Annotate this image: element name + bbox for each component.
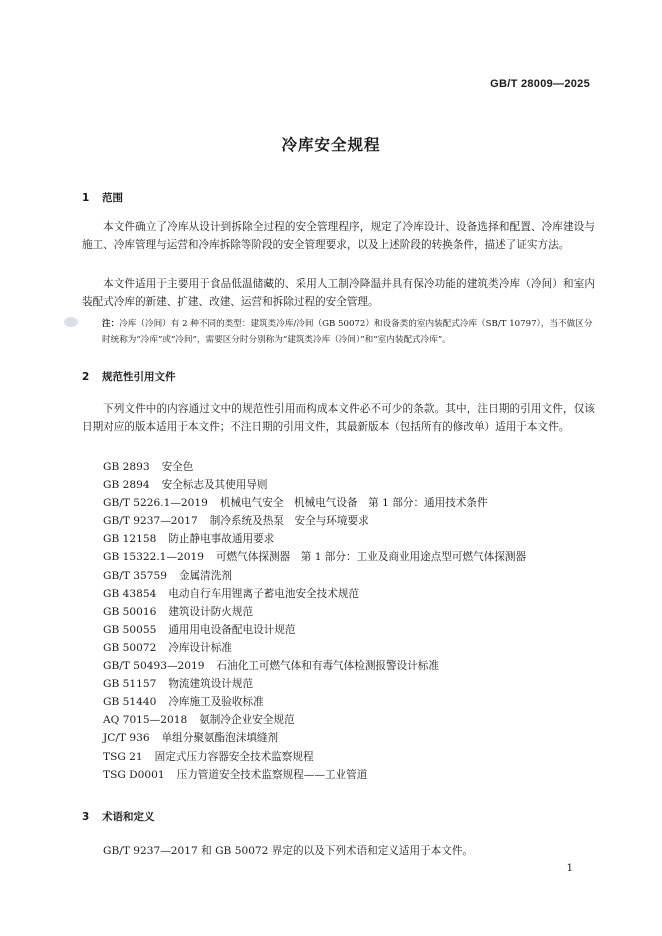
reference-code: GB/T 35759 — [103, 569, 167, 582]
standard-code: GB/T 28009—2025 — [490, 78, 590, 90]
reference-code: GB 51157 — [103, 678, 157, 691]
reference-item — [103, 548, 526, 566]
reference-item — [103, 748, 526, 766]
reference-title: 冷库设计标准 — [168, 641, 232, 654]
section-title: 术语和定义 — [102, 811, 155, 823]
reference-code: GB 2894 — [103, 479, 150, 492]
reference-item — [103, 603, 526, 621]
reference-code: GB/T 9237—2017 — [103, 515, 198, 528]
reference-code: GB 51440 — [103, 696, 157, 709]
reference-item — [103, 675, 526, 693]
reference-code: GB 15322.1—2019 — [103, 551, 204, 564]
scope-note — [102, 316, 595, 348]
reference-title: 通用用电设备配电设计规范 — [168, 623, 296, 636]
reference-item — [103, 512, 526, 530]
normative-intro: 下列文件中的内容通过文中的规范性引用而构成本文件必不可少的条款。其中，注日期的引用文件，仅该日期对应的版本适用于本文件；不注日期的引用文件，其最新版本（包括所有的修改单）适用于本文件。 — [82, 403, 595, 433]
reference-title: 压力管道安全技术监察规程——工业管道 — [176, 768, 368, 781]
reference-code: GB 50016 — [103, 605, 157, 618]
reference-title: 固定式压力容器安全技术监察规程 — [154, 750, 314, 763]
reference-code: AQ 7015—2018 — [103, 714, 188, 727]
reference-code: GB 50072 — [103, 641, 157, 654]
reference-item — [103, 476, 526, 494]
section-number: 1 — [82, 192, 90, 204]
reference-title: 金属清洗剂 — [178, 569, 232, 582]
reference-code: GB 12158 — [103, 533, 157, 546]
reference-title: 物流建筑设计规范 — [168, 678, 254, 691]
reference-item — [103, 711, 526, 729]
reference-title: 制冷系统及热泵 安全与环境要求 — [209, 515, 369, 528]
reference-code: GB/T 5226.1—2019 — [103, 497, 208, 510]
reference-title: 机械电气安全 机械电气设备 第 1 部分：通用技术条件 — [219, 497, 488, 510]
reference-item — [103, 585, 526, 603]
reference-code: TSG 21 — [103, 750, 143, 763]
reference-code: TSG D0001 — [103, 768, 165, 781]
reference-title: 安全色 — [161, 461, 194, 473]
reference-title: 可燃气体探测器 第 1 部分：工业及商业用途点型可燃气体探测器 — [215, 551, 527, 564]
reference-item — [103, 693, 526, 711]
section-heading-normative-references — [82, 369, 176, 384]
reference-code: GB 2893 — [103, 461, 150, 473]
reference-code: GB 43854 — [103, 587, 157, 600]
section-title: 范围 — [102, 192, 123, 204]
reference-title: 建筑设计防火规范 — [168, 605, 254, 618]
reference-title: 安全标志及其使用导则 — [161, 479, 268, 492]
reference-item — [103, 567, 526, 585]
reference-code: GB/T 50493—2019 — [103, 660, 205, 673]
reference-item — [103, 657, 526, 675]
reference-item — [103, 458, 526, 476]
note-label: 注： — [102, 319, 120, 329]
note-text: 冷库（冷间）有 2 种不同的类型：建筑类冷库/冷间（GB 50072）和设备类的室内装配式冷库（SB/T 10797），当不做区分时统称为“冷库”或“冷间”，需要区分时分别称为“建筑类冷库（冷间）”和“室内装配式冷库”。 — [102, 319, 593, 345]
reference-item — [103, 766, 526, 784]
document-title: 冷库安全规程 — [281, 136, 381, 154]
reference-item — [103, 729, 526, 747]
reference-list — [103, 458, 526, 784]
reference-code: JC/T 936 — [103, 732, 150, 745]
watermark-logo-icon — [64, 317, 78, 327]
section-heading-scope — [82, 190, 123, 205]
section-heading-terms-definitions — [82, 809, 155, 824]
scope-paragraph-2: 本文件适用于主要用于食品低温储藏的、采用人工制冷降温并具有保冷功能的建筑类冷库（冷间）和室内装配式冷库的新建、扩建、改建、运营和拆除过程的安全管理。 — [82, 278, 595, 308]
reference-title: 防止静电事故通用要求 — [168, 533, 275, 546]
reference-title: 冷库施工及验收标准 — [168, 696, 264, 709]
reference-item — [103, 494, 526, 512]
reference-title: 石油化工可燃气体和有毒气体检测报警设计标准 — [216, 660, 439, 673]
reference-title: 电动自行车用锂离子蓄电池安全技术规范 — [168, 587, 360, 600]
page-number: 1 — [566, 863, 573, 874]
reference-title: 单组分聚氨酯泡沫填缝剂 — [161, 732, 279, 745]
reference-item — [103, 530, 526, 548]
scope-paragraph-1: 本文件确立了冷库从设计到拆除全过程的安全管理程序，规定了冷库设计、设备选择和配置、冷库建设与施工、冷库管理与运营和冷库拆除等阶段的安全管理要求，以及上述阶段的转换条件，描述了证实方法。 — [82, 221, 595, 251]
reference-code: GB 50055 — [103, 623, 157, 636]
reference-title: 氨制冷企业安全规范 — [199, 714, 295, 727]
terms-intro: GB/T 9237—2017 和 GB 50072 界定的以及下列术语和定义适用于本文件。 — [103, 845, 474, 857]
section-title: 规范性引用文件 — [102, 371, 176, 383]
section-number: 3 — [82, 811, 90, 823]
section-number: 2 — [82, 371, 90, 383]
reference-item — [103, 621, 526, 639]
reference-item — [103, 639, 526, 657]
